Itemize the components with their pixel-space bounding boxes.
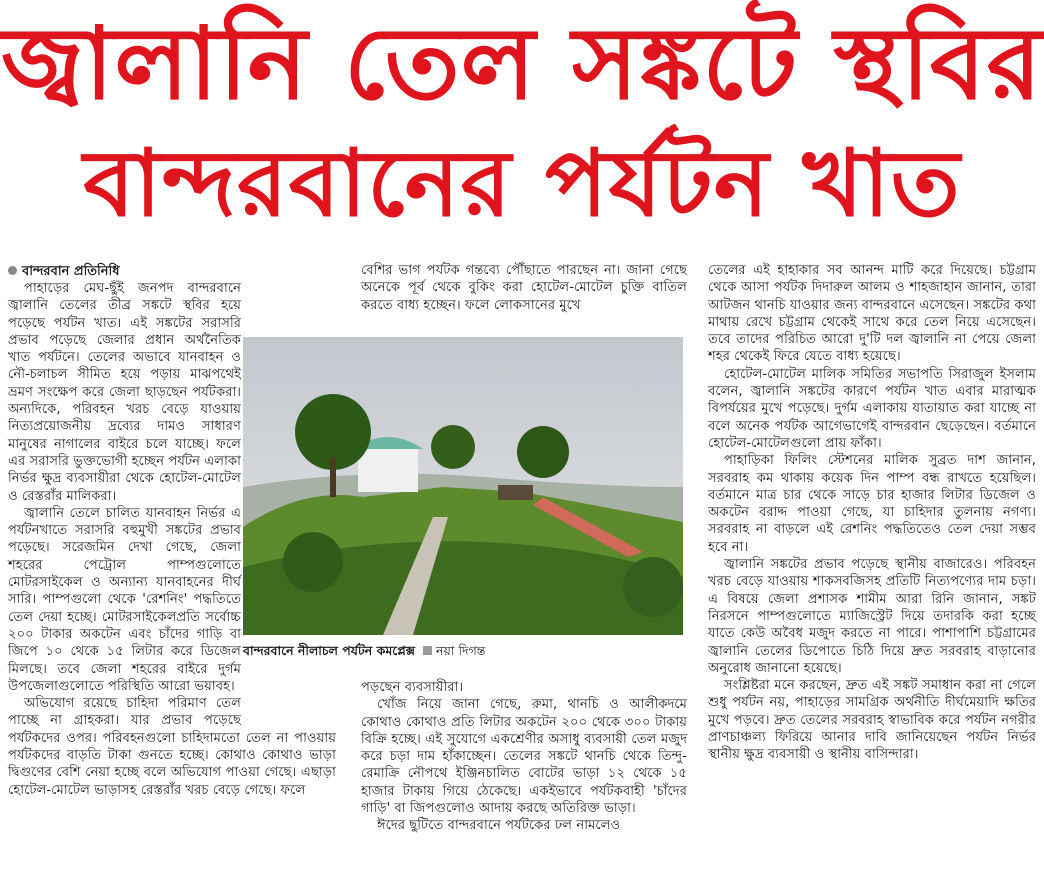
separator-square-icon: [423, 646, 432, 655]
paragraph: পাহাড়ের মেঘ-ছুঁই জনপদ বান্দরবানে জ্বালানি তেলের তীব্র সঙ্কটে স্থবির হয়ে পড়েছে পর্যটন খাত। এই সঙ্কটের সরাসরি প্রভাব পড়েছে জেলার প্রধান অর্থনৈতিক খাত পর্যটনে। তেলের অভাবে যানবাহন ও নৌ-চলাচল সীমিত হয়ে পড়ায় মাঝপথেই ভ্রমণ সংক্ষেপ করে জেলা ছাড়ছেন পর্যটকরা। অন্যদিকে, পরিবহন খরচ বেড়ে যাওয়ায় নিত্যপ্রয়োজনীয় দ্রব্যের দামও সাধারণ মানুষের নাগালের বাইরে চলে যাচ্ছে। ফলে এর সরাসরি ভুক্তভোগী হচ্ছেন পর্যটন এলাকা নির্ভর ক্ষুদ্র ব্যবসায়ীরা থেকে হোটেল-মোটেল ও রেস্তরাঁর মালিকরা।: [8, 281, 241, 504]
article-column-2-bottom: [361, 679, 687, 835]
paragraph: তেলের এই হাহাকার সব আনন্দ মাটি করে দিয়েছে। চট্টগ্রাম থেকে আসা পর্যটক দিদারুল আলম ও শাহজাহান জানান, তারা আটজন থানচি যাওয়ার জন্য বান্দরবানে এসেছেন। সঙ্কটের কথা মাথায় রেখে চট্টগ্রাম থেকেই সাথে করে তেল নিয়ে এসেছেন। তবে তাদের পরিচিত আরো দু'টি দল জ্বালানি না পেয়ে জেলা শহর থেকেই ফিরে যেতে বাধ্য হয়েছে।: [708, 263, 1036, 365]
paragraph: জ্বালানি সঙ্কটের প্রভাব পড়েছে স্থানীয় বাজারেও। পরিবহন খরচ বেড়ে যাওয়ায় শাকসবজিসহ প্রতিটি নিত্যপণ্যের দাম চড়া। এ বিষয়ে জেলা প্রশাসক শামীম আরা রিনি জানান, সঙ্কট নিরসনে পাম্পগুলোতে ম্যাজিস্ট্রেট দিয়ে তদারকি করা হচ্ছে যাতে কেউ অবৈধ মজুদ করতে না পারে। পাশাপাশি চট্টগ্রামের জ্বালানি তেলের ডিপোতে চিঠি দিয়ে দ্রুত সরবরাহ বাড়ানোর অনুরোধ জানানো হয়েছে।: [708, 557, 1036, 676]
paragraph: পাহাড়িকা ফিলিং স্টেশনের মালিক সুব্রত দাশ জানান, সরবরাহ কম থাকায় কয়েক দিন পাম্প বন্ধ রাখতে হয়েছিল। বর্তমানে মাত্র চার থেকে সাড়ে চার হাজার লিটার ডিজেল ও অকটেন বরাদ্দ পাওয়া গেছে, যা চাহিদার তুলনায় নগণ্য। সরবরাহ না বাড়লে এই রেশনিং পদ্ধতিতেও তেল দেয়া সম্ভব হবে না।: [708, 453, 1036, 555]
photo-caption: [243, 643, 683, 663]
article-column-3: [708, 262, 1036, 764]
article-column-2-top: [361, 262, 687, 314]
paragraph: ঈদের ছুটিতে বান্দরবানে পর্যটকের ঢল নামলেও: [377, 818, 621, 834]
paragraph: বেশির ভাগ পর্যটক গন্তব্যে পৌঁছাতে পারছেন না। জানা গেছে অনেকে পূর্ব থেকে বুকিং করা হোটেল-মোটেল চুক্তি বাতিল করতে বাধ্য হচ্ছেন। ফলে লোকসানের মুখে: [361, 263, 687, 313]
photo-illustration: [243, 337, 683, 635]
paragraph: সংশ্লিষ্টরা মনে করছেন, দ্রুত এই সঙ্কট সমাধান করা না গেলে শুধু পর্যটন নয়, পাহাড়ের সামগ্রিক অর্থনীতি দীর্ঘমেয়াদি ক্ষতির মুখে পড়বে। দ্রুত তেলের সরবরাহ স্বাভাবিক করে পর্যটন নগরীর প্রাণচাঞ্চল্য ফিরিয়ে আনার দাবি জানিয়েছেন পর্যটন নির্ভর স্থানীয় ক্ষুদ্র ব্যবসায়ী ও স্থানীয় বাসিন্দারা।: [708, 678, 1036, 763]
article-photo: [243, 337, 683, 635]
headline-line-1: জ্বালানি তেল সঙ্কটে স্থবির: [1, 5, 1043, 122]
headline-line-2: বান্দরবানের পর্যটন খাত: [83, 130, 961, 237]
paragraph: হোটেল-মোটেল মালিক সমিতির সভাপতি সিরাজুল ইসলাম বলেন, জ্বালানি সঙ্কটের কারণে পর্যটন খাত এবার মারাত্মক বিপর্যয়ের মুখে পড়েছে। দুর্গম এলাকায় যাতায়াত করা যাচ্ছে না বলে অনেক পর্যটক আগেভাগেই বান্দরবান ছেড়েছেন। বর্তমানে হোটেল-মোটেলগুলো প্রায় ফাঁকা।: [708, 366, 1036, 451]
caption-text: বান্দরবানে নীলাচল পর্যটন কমপ্লেক্স: [243, 643, 416, 658]
paragraph: পড়ছেন ব্যবসায়ীরা।: [361, 680, 464, 695]
bullet-icon: [8, 266, 17, 275]
photo-source: নয়া দিগন্ত: [436, 643, 486, 658]
paragraph: জ্বালানি তেলে চালিত যানবাহন নির্ভর এ পর্যটনখাতে সরাসরি বহুমুখী সঙ্কটের প্রভাব পড়েছে। সরেজমিন দেখা গেছে, জেলা শহরের পেট্রোল পাম্পগুলোতে মোটরসাইকেল ও অন্যান্য যানবাহনের দীর্ঘ সারি। পাম্পগুলো থেকে 'রেশনিং' পদ্ধতিতে তেল দেয়া হচ্ছে। মোটরসাইকেলপ্রতি সর্বোচ্চ ২০০ টাকার অকটেন এবং চাঁদের গাড়ি বা জিপে ১০ থেকে ১৫ লিটার করে ডিজেল মিলছে। তবে জেলা শহরের বাইরে দুর্গম উপজেলাগুলোতে পরিস্থিতি আরো ভয়াবহ।: [8, 505, 241, 694]
byline-text: বান্দরবান প্রতিনিধি: [22, 264, 120, 279]
paragraph: অভিযোগ রয়েছে চাহিদা পরিমাণ তেল পাচ্ছে না গ্রাহকরা। যার প্রভাব পড়েছে পর্যটকদের ওপর। পরিবহনগুলো চাহিদামতো তেল না পাওয়ায় পর্যটকদের বাড়তি টাকা গুনতে হচ্ছে। কোথাও কোথাও ভাড়া দ্বিগুণের বেশি নেয়া হচ্ছে বলে অভিযোগ পাওয়া গেছে। এছাড়া হোটেল-মোটেল ভাড়াসহ রেস্তরাঁর খরচ বেড়ে গেছে। ফলে: [8, 696, 336, 798]
paragraph: খোঁজ নিয়ে জানা গেছে, রুমা, থানচি ও আলীকদমে কোথাও কোথাও প্রতি লিটার অকটেন ২০০ থেকে ৩০০ টাকায় বিক্রি হচ্ছে। এই সুযোগে একশ্রেণীর অসাধু ব্যবসায়ী তেল মজুদ করে চড়া দাম হাঁকাচ্ছেন। তেলের সঙ্কটে থানচি থেকে তিন্দু-রেমাক্রি নৌপথে ইঞ্জিনচালিত বোটের ভাড়া ১২ থেকে ১৫ হাজার টাকায় গিয়ে ঠেকেছে। একইভাবে পর্যটকবাহী 'চাঁদের গাড়ি' বা জিপগুলোও আদায় করছে অতিরিক্ত ভাড়া।: [361, 697, 687, 817]
